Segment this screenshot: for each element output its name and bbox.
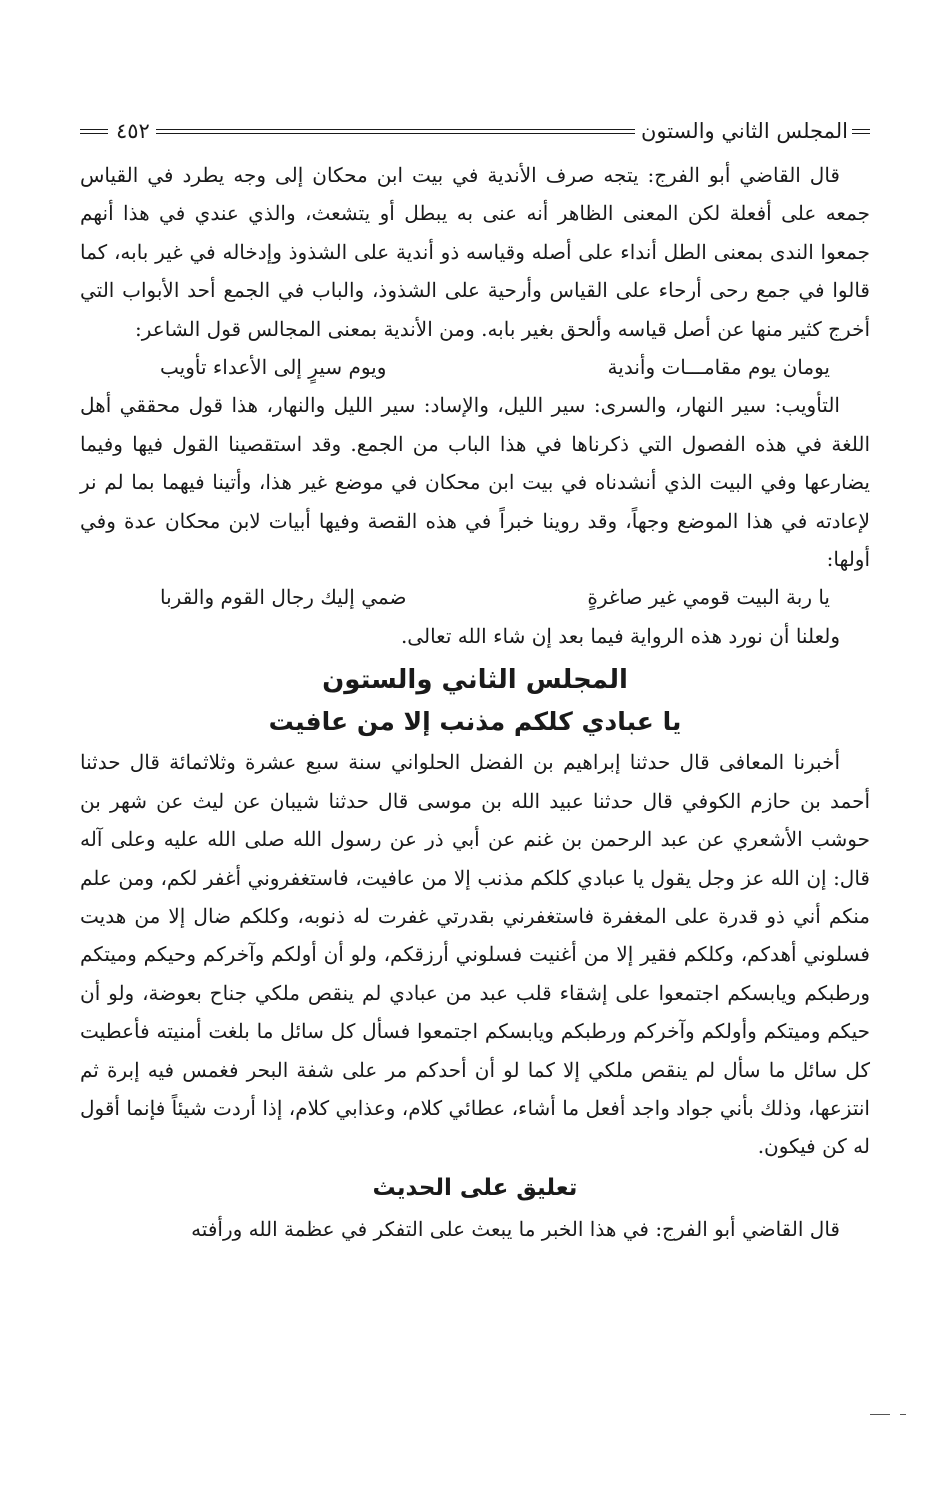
verse-2 xyxy=(80,578,870,616)
header-number-group xyxy=(80,119,150,143)
hadith-paragraph: أخبرنا المعافى قال حدثنا إبراهيم بن الفضل الحلواني سنة سبع عشرة وثلاثمائة قال حدثنا أحمد بن حازم الكوفي قال حدثنا عبيد الله بن موسى قال حدثنا شيبان عن ليث عن شهر بن حوشب الأشعري عن عبد الرحمن بن غنم عن أبي ذر عن رسول الله صلى الله عليه وعلى آله قال: إن الله عز وجل يقول يا عبادي كلكم مذنب إلا من عافيت، فاستغفروني أغفر لكم، ومن علم منكم أني ذو قدرة على المغفرة فاستغفرني بقدرتي غفرت له ذنوبه، وكلكم ضال إلا من هديت فسلوني أهدكم، وكلكم فقير إلا من أغنيت فسلوني أرزقكم، ولو أن أولكم وآخركم وحيكم وميتكم ورطبكم ويابسكم اجتمعوا على إشقاء قلب عبد من عبادي لم ينقص ملكي جناح بعوضة، ولو أن حيكم وميتكم وأولكم وآخركم ورطبكم ويابسكم اجتمعوا فسأل كل سائل ما بلغت أمنيته فأعطيت كل سائل ما سأل لم ينقص ملكي إلا كما لو أن أحدكم مر على شفة البحر فغمس فيه إبرة ثم انتزعها، وذلك بأني جواد واجد أفعل ما أشاء، عطائي كلام، وعذابي كلام، إذا أردت شيئاً فإنما أقول له كن فيكون. xyxy=(80,750,870,1159)
page-body xyxy=(80,156,870,1248)
header-rule-end xyxy=(80,129,108,134)
running-header xyxy=(80,116,870,146)
verse-1 xyxy=(80,348,870,386)
verse-1-hemistich-2: ويوم سيرٍ إلى الأعداء تأويب xyxy=(160,355,387,380)
page-number: ٤٥٢ xyxy=(116,119,150,143)
header-title-group xyxy=(641,119,870,143)
header-rule-start xyxy=(852,129,870,134)
middle-paragraph: التأويب: سير النهار، والسرى: سير الليل، والإساد: سير الليل والنهار، هذا قول محققي أهل اللغة في هذه الفصول التي ذكرناها في هذا الباب من الجمع. وقد استقصينا القول فيها وفيما يضارعها وفي البيت الذي أنشدناه في بيت ابن محكان في موضع غير هذا، وأتينا فيهما بما لم نر لإعادته في هذا الموضع وجهاً، وقد روينا خبراً في هذه القصة وفيها أبيات لابن محكان عدة وفي أولها: xyxy=(80,393,870,572)
commentary-first-line: قال القاضي أبو الفرج: في هذا الخبر ما يبعث على التفكر في عظمة الله ورأفته xyxy=(191,1216,840,1241)
commentary-heading: تعليق على الحديث xyxy=(372,1174,578,1201)
running-title: المجلس الثاني والستون xyxy=(640,119,848,143)
verse-2-hemistich-2: ضمي إليك رجال القوم والقربا xyxy=(160,585,407,610)
closing-line: ولعلنا أن نورد هذه الرواية فيما بعد إن شاء الله تعالى. xyxy=(400,623,840,648)
header-rule xyxy=(156,129,635,134)
scan-mark xyxy=(900,1414,906,1415)
scan-mark xyxy=(870,1414,890,1415)
chapter-title: المجلس الثاني والستون xyxy=(322,665,628,696)
chapter-subtitle: يا عبادي كلكم مذنب إلا من عافيت xyxy=(268,707,682,737)
intro-paragraph: قال القاضي أبو الفرج: يتجه صرف الأندية في بيت ابن محكان إلى وجه يطرد في القياس جمعه على أفعلة لكن المعنى الظاهر أنه عنى به يبطل أو يتشعث، والذي عندي في هذا أنهم جمعوا الندى بمعنى الطل أنداء على أصله وقياسه ذو أندية على الشذوذ وإدخاله في غير بابه، كما قالوا في جمع رحى أرحاء على القياس وأرحية على الشذوذ، والباب في الجمع أحد الأبواب التي أخرج كثير منها عن أصل قياسه وألحق بغير بابه. ومن الأندية بمعنى المجالس قول الشاعر: xyxy=(80,163,870,341)
scan-marks xyxy=(30,1412,920,1418)
verse-2-hemistich-1: يا ربة البيت قومي غير صاغرةٍ xyxy=(587,585,830,610)
verse-1-hemistich-1: يومان يوم مقامـــات وأندية xyxy=(607,355,830,380)
